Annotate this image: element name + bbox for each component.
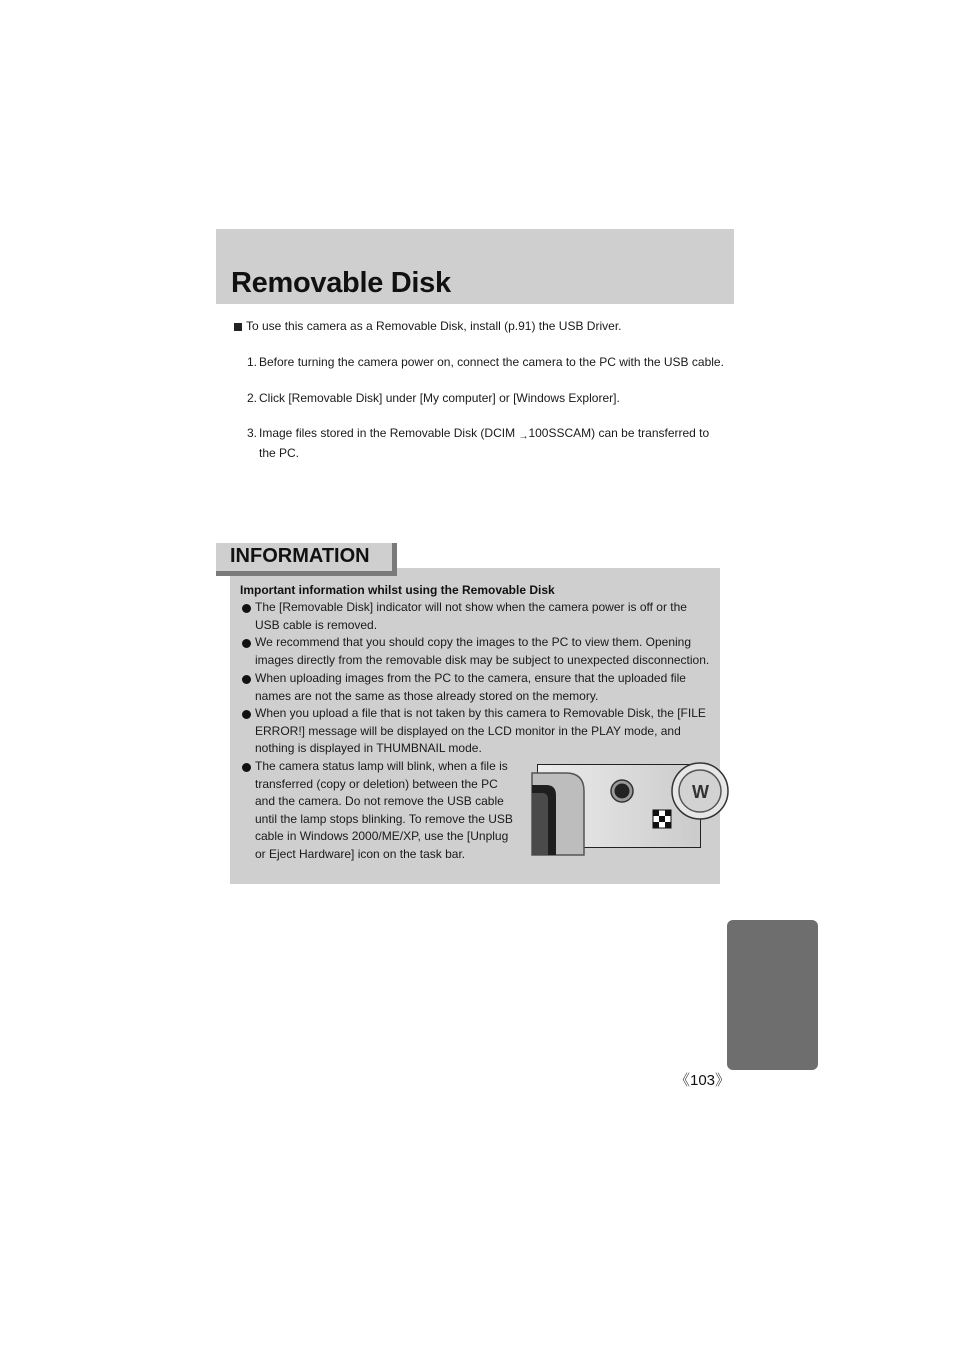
bullet-dot-icon	[242, 604, 251, 613]
arrow-icon: →	[518, 431, 529, 442]
info-bullet-5: The camera status lamp will blink, when a file is transferred (copy or deletion) between the PC and the camera. Do not remove the USB cable until the lamp stops blinking. To remove the USB cable in Windows 2000/ME/XP, use the [Unplug or Eject Hardware] icon on the task bar.	[240, 758, 520, 864]
intro-note	[234, 319, 621, 333]
info-bullet-4: When you upload a file that is not taken by this camera to Removable Disk, the [FILE ERROR!] message will be displayed on the LCD monitor in the PLAY mode, and nothing is displayed in THUMBNAIL mode.	[240, 705, 710, 758]
info-bullet-2: We recommend that you should copy the images to the PC to view them. Opening images directly from the removable disk may be subject to unexpected disconnection.	[240, 634, 710, 669]
title-band	[216, 229, 734, 304]
camera-illustration	[537, 764, 709, 848]
step-item-1: 1. Before turning the camera power on, connect the camera to the PC with the USB cable.	[247, 355, 724, 369]
step-item-2: 2. Click [Removable Disk] under [My computer] or [Windows Explorer].	[247, 391, 620, 405]
information-heading: Important information whilst using the Removable Disk	[240, 583, 555, 597]
information-box	[230, 568, 720, 884]
intro-text: To use this camera as a Removable Disk, install (p.91) the USB Driver.	[246, 319, 622, 333]
chapter-side-tab	[727, 920, 818, 1070]
info-bullet-1: The [Removable Disk] indicator will not show when the camera power is off or the USB cable is removed.	[240, 599, 710, 634]
information-tab	[216, 543, 397, 576]
square-bullet-icon	[234, 323, 242, 331]
bullet-dot-icon	[242, 710, 251, 719]
camera-status-lamp-icon	[538, 765, 709, 847]
bullet-dot-icon	[242, 763, 251, 772]
information-tab-label: INFORMATION	[230, 545, 370, 567]
bullet-dot-icon	[242, 675, 251, 684]
info-bullet-3: When uploading images from the PC to the camera, ensure that the uploaded file names are not the same as those already stored on the memory.	[240, 670, 710, 705]
svg-text:W: W	[692, 782, 709, 802]
page-title: Removable Disk	[231, 267, 451, 299]
page-number: 《103》	[675, 1072, 731, 1089]
bullet-dot-icon	[242, 639, 251, 648]
step-item-3: 3. Image files stored in the Removable Disk (DCIM →100SSCAM) can be transferred to the PC.	[247, 426, 710, 460]
